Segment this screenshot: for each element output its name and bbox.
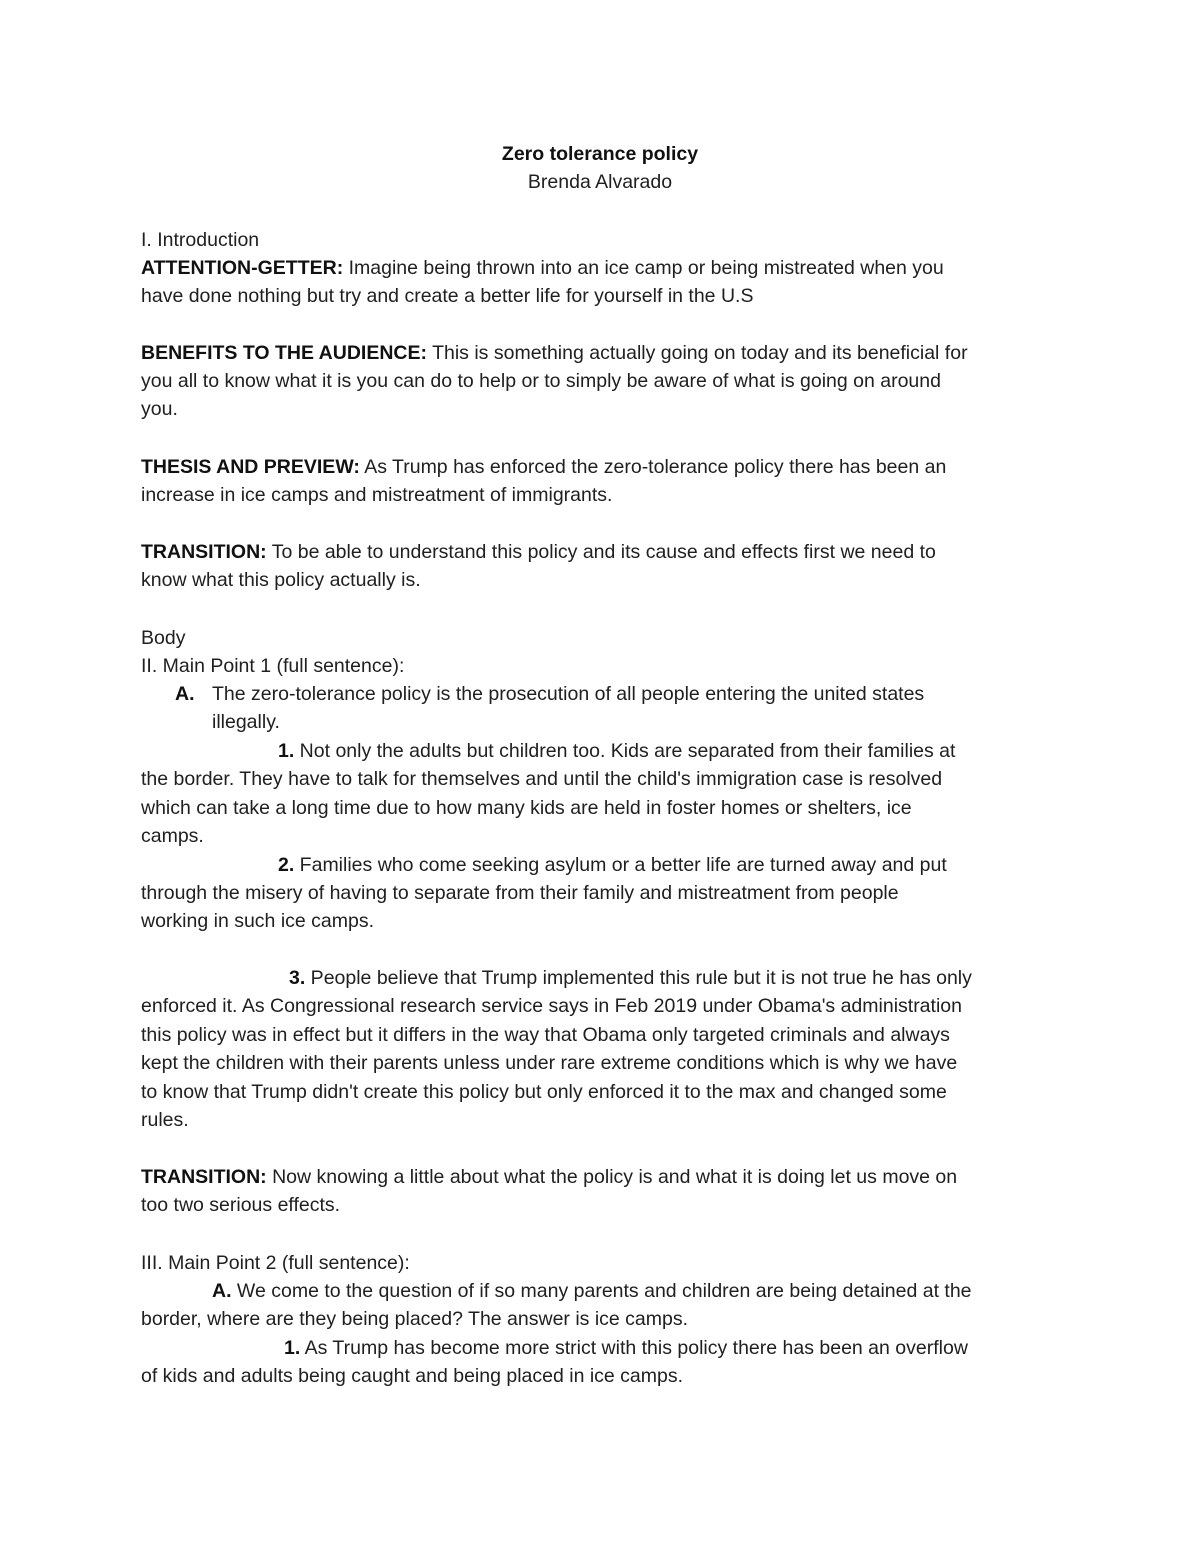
main-point-2-subpoint-a-line — [212, 1277, 972, 1305]
main-point-1-heading: II. Main Point 1 (full sentence): — [141, 655, 405, 677]
transition-2-text: Now knowing a little about what the policy is and what it is doing let us move on — [266, 1166, 958, 1188]
benefits-text: you all to know what it is you can do to help or to simply be aware of what is going on around — [141, 370, 941, 392]
subpoint-3-text: kept the children with their parents unless under rare extreme conditions which is why we have — [141, 1052, 958, 1074]
subpoint-2-label: 2. — [278, 854, 295, 876]
attention-getter-label: ATTENTION-GETTER: — [141, 257, 344, 279]
subpoint-3-text: this policy was in effect but it differs in the way that Obama only targeted criminals and always — [141, 1024, 950, 1046]
thesis-label: THESIS AND PREVIEW: — [141, 456, 360, 478]
document-title: Zero tolerance policy — [501, 143, 699, 165]
main-point-2-subpoint-a-label: A. — [212, 1280, 232, 1302]
transition-text: To be able to understand this policy and its cause and effects first we need to — [266, 541, 936, 563]
subpoint-2-line — [278, 851, 947, 879]
attention-getter-text: Imagine being thrown into an ice camp or being mistreated when you — [343, 257, 944, 279]
benefits-label: BENEFITS TO THE AUDIENCE: — [141, 342, 428, 364]
subpoint-2-text: Families who come seeking asylum or a better life are turned away and put — [294, 854, 947, 876]
body-heading: Body — [141, 627, 186, 649]
transition-2-line — [141, 1163, 957, 1191]
main-point-2-subpoint-1-text: of kids and adults being caught and being placed in ice camps. — [141, 1365, 684, 1387]
subpoint-3-label: 3. — [289, 967, 306, 989]
main-point-1-subpoint-a-label: A. — [175, 683, 195, 705]
subpoint-1-text: the border. They have to talk for themselves and until the child's immigration case is resolved — [141, 768, 943, 790]
transition-2-text: too two serious effects. — [141, 1194, 341, 1216]
thesis-line — [141, 453, 946, 481]
subpoint-1-line — [278, 737, 955, 765]
main-point-2-subpoint-1-label: 1. — [284, 1337, 301, 1359]
main-point-2-subpoint-a-text: border, where are they being placed? The answer is ice camps. — [141, 1308, 689, 1330]
subpoint-2-text: working in such ice camps. — [141, 910, 375, 932]
subpoint-1-text: which can take a long time due to how many kids are held in foster homes or shelters, ice — [141, 797, 912, 819]
transition-label: TRANSITION: — [141, 541, 267, 563]
subpoint-3-text: to know that Trump didn't create this policy but only enforced it to the max and changed some — [141, 1081, 947, 1103]
thesis-text: increase in ice camps and mistreatment of immigrants. — [141, 484, 613, 506]
thesis-text: As Trump has enforced the zero-tolerance policy there has been an — [359, 456, 947, 478]
main-point-2-subpoint-a-text: We come to the question of if so many parents and children are being detained at the — [231, 1280, 972, 1302]
intro-heading: I. Introduction — [141, 229, 260, 251]
subpoint-2-text: through the misery of having to separate from their family and mistreatment from people — [141, 882, 899, 904]
main-point-2-subpoint-1-text: As Trump has become more strict with this policy there has been an overflow — [300, 1337, 968, 1359]
transition-line — [141, 538, 936, 566]
subpoint-3-line — [289, 964, 972, 992]
benefits-line — [141, 339, 968, 367]
transition-text: know what this policy actually is. — [141, 569, 421, 591]
main-point-2-subpoint-1-line — [284, 1334, 968, 1362]
transition-2-label: TRANSITION: — [141, 1166, 267, 1188]
subpoint-1-text: Not only the adults but children too. Kids are separated from their families at — [294, 740, 956, 762]
subpoint-3-text: People believe that Trump implemented this rule but it is not true he has only — [305, 967, 972, 989]
main-point-2-heading: III. Main Point 2 (full sentence): — [141, 1252, 410, 1274]
subpoint-1-label: 1. — [278, 740, 295, 762]
attention-getter-line — [141, 254, 944, 282]
main-point-1-subpoint-a-text: The zero-tolerance policy is the prosecution of all people entering the united states — [212, 683, 925, 705]
attention-getter-text: have done nothing but try and create a better life for yourself in the U.S — [141, 285, 754, 307]
main-point-1-subpoint-a-text: illegally. — [212, 711, 280, 733]
benefits-text: This is something actually going on today and its beneficial for — [427, 342, 968, 364]
subpoint-1-text: camps. — [141, 825, 204, 847]
author-name: Brenda Alvarado — [527, 171, 673, 193]
subpoint-3-text: rules. — [141, 1109, 189, 1131]
benefits-text: you. — [141, 398, 178, 420]
subpoint-3-text: enforced it. As Congressional research service says in Feb 2019 under Obama's administration — [141, 995, 962, 1017]
